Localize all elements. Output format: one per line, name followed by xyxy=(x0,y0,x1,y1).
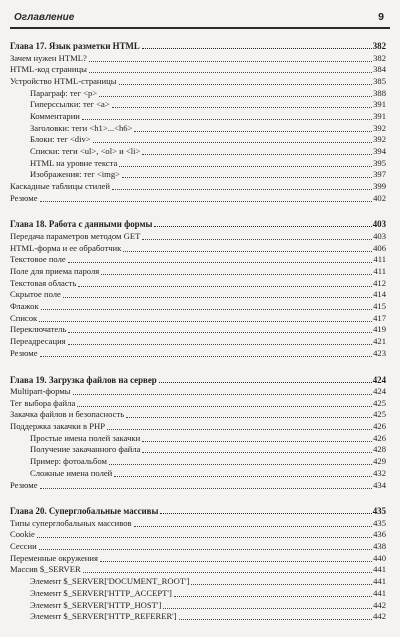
toc-entry xyxy=(10,313,386,325)
dot-leader xyxy=(142,433,372,442)
toc-entry xyxy=(10,324,386,336)
toc-entry-title: Сессии xyxy=(10,541,37,552)
chapter-block xyxy=(10,40,386,204)
toc-entry xyxy=(10,181,386,193)
toc-entry xyxy=(10,64,386,76)
toc-entry-page: 435 xyxy=(373,517,386,528)
chapter-heading-title: Глава 18. Работа с данными формы xyxy=(10,219,153,230)
dot-leader xyxy=(93,134,372,143)
toc-entry-page: 385 xyxy=(373,75,386,86)
toc-subentry xyxy=(10,146,386,158)
toc-subentry xyxy=(10,99,386,111)
page-number: 9 xyxy=(378,11,384,23)
toc-subentry-title: Гиперссылки: тег <a> xyxy=(30,99,110,110)
toc-entry xyxy=(10,398,386,410)
toc-entry xyxy=(10,553,386,565)
toc-entry-page: 412 xyxy=(373,277,386,288)
dot-leader xyxy=(126,409,372,418)
dot-leader xyxy=(63,289,372,298)
toc-entry-title: Переменные окружения xyxy=(10,552,98,563)
dot-leader xyxy=(142,146,372,155)
toc-entry xyxy=(10,480,386,492)
toc-subentry-page: 391 xyxy=(373,99,386,110)
toc-subentry-page: 429 xyxy=(373,456,386,467)
running-title: Оглавление xyxy=(14,12,75,23)
toc-entry-title: Типы суперглобальных массивов xyxy=(10,517,132,528)
toc-entry-title: Скрытое поле xyxy=(10,289,61,300)
dot-leader xyxy=(191,576,372,585)
dot-leader xyxy=(68,336,372,345)
page-header xyxy=(10,10,390,30)
toc-subentry-page: 397 xyxy=(373,169,386,180)
toc-entry xyxy=(10,336,386,348)
toc-subentry-page: 426 xyxy=(373,432,386,443)
dot-leader xyxy=(101,266,372,275)
toc-subentry-page: 388 xyxy=(373,87,386,98)
toc-subentry-title: Пример: фотоальбом xyxy=(30,456,107,467)
toc-subentry-title: Изображения: тег <img> xyxy=(30,169,120,180)
dot-leader xyxy=(179,611,373,620)
toc-subentry xyxy=(10,588,386,600)
toc-entry-title: Закачка файлов и безопасность xyxy=(10,409,125,420)
chapter-heading xyxy=(10,40,386,53)
toc-entry xyxy=(10,409,386,421)
toc-subentry xyxy=(10,456,386,468)
toc-entry-page: 423 xyxy=(373,347,386,358)
chapter-block xyxy=(10,218,386,359)
toc-entry-page: 414 xyxy=(373,289,386,300)
dot-leader xyxy=(82,111,372,120)
dot-leader xyxy=(89,64,372,73)
toc-subentry xyxy=(10,169,386,181)
toc-entry xyxy=(10,76,386,88)
toc-subentry xyxy=(10,576,386,588)
toc-entry-page: 382 xyxy=(373,52,386,63)
dot-leader xyxy=(134,123,372,132)
dot-leader xyxy=(160,505,371,514)
dot-leader xyxy=(100,553,372,562)
toc-entry-page: 425 xyxy=(373,409,386,420)
toc-entry-title: Зачем нужен HTML? xyxy=(10,52,87,63)
toc-entry-title: Флажок xyxy=(10,301,39,312)
toc-entry-title: Поддержка закачки в PHP xyxy=(10,421,105,432)
toc-subentry-page: 442 xyxy=(373,611,386,622)
toc-entry-page: 425 xyxy=(373,397,386,408)
toc-subentry-title: Элемент $_SERVER['DOCUMENT_ROOT'] xyxy=(30,576,190,587)
toc-entry-title: HTML-код страницы xyxy=(10,64,87,75)
dot-leader xyxy=(78,278,372,287)
dot-leader xyxy=(39,541,372,550)
toc-subentry-page: 392 xyxy=(373,122,386,133)
toc-subentry-page: 392 xyxy=(373,134,386,145)
toc-subentry-page: 442 xyxy=(373,599,386,610)
toc-subentry-title: Простые имена полей закачки xyxy=(30,432,141,443)
toc-subentry-page: 391 xyxy=(373,110,386,121)
toc-entry-title: Передача параметров методом GET xyxy=(10,230,141,241)
toc-entry-page: 436 xyxy=(373,529,386,540)
dot-leader xyxy=(142,231,372,240)
toc-entry-title: HTML-форма и ее обработчик xyxy=(10,242,122,253)
toc-subentry-page: 432 xyxy=(373,467,386,478)
dot-leader xyxy=(68,254,373,263)
chapter-heading-page: 435 xyxy=(372,506,386,517)
toc-subentry-page: 428 xyxy=(373,444,386,455)
toc-entry xyxy=(10,254,386,266)
toc-entry xyxy=(10,564,386,576)
toc-entry-title: Список xyxy=(10,312,38,323)
dot-leader xyxy=(40,193,373,202)
dot-leader xyxy=(68,324,372,333)
toc-subentry xyxy=(10,88,386,100)
dot-leader xyxy=(123,243,372,252)
toc-subentry-title: Параграф: тег <p> xyxy=(30,87,98,98)
toc-subentry-page: 394 xyxy=(373,146,386,156)
toc-entry-page: 421 xyxy=(373,336,386,347)
toc-entry xyxy=(10,266,386,278)
header-rule xyxy=(10,27,390,29)
toc-subentry-title: Сложные имена полей xyxy=(30,467,113,478)
dot-leader xyxy=(99,88,372,97)
toc-entry xyxy=(10,301,386,313)
toc-entry xyxy=(10,529,386,541)
toc-entry xyxy=(10,231,386,243)
dot-leader xyxy=(41,301,372,310)
toc-entry-title: Переключатель xyxy=(10,324,67,335)
toc-entry-page: 411 xyxy=(373,266,386,276)
chapter-heading-page: 403 xyxy=(372,219,386,230)
toc-entry-page: 415 xyxy=(373,301,386,312)
dot-leader xyxy=(83,564,372,573)
toc-entry-page: 417 xyxy=(373,312,386,323)
dot-leader xyxy=(114,468,372,477)
toc-subentry xyxy=(10,134,386,146)
toc-subentry xyxy=(10,600,386,612)
toc-subentry xyxy=(10,158,386,170)
toc-entry-title: Cookie xyxy=(10,529,35,540)
dot-leader xyxy=(39,313,372,322)
toc-subentry-title: Заголовки: теги <h1>...<h6> xyxy=(30,122,133,133)
toc-entry xyxy=(10,53,386,65)
toc-entry-page: 402 xyxy=(373,192,386,203)
toc-subentry-title: HTML на уровне текста xyxy=(30,157,118,168)
toc-entry-page: 441 xyxy=(373,564,386,575)
toc-subentry-page: 395 xyxy=(373,157,386,168)
toc-subentry xyxy=(10,123,386,135)
chapter-heading-title: Глава 20. Суперглобальные массивы xyxy=(10,506,159,517)
toc-entry-page: 438 xyxy=(373,541,386,552)
toc-entry-title: Резюме xyxy=(10,479,38,490)
toc-subentry-title: Элемент $_SERVER['HTTP_HOST'] xyxy=(30,599,162,610)
dot-leader xyxy=(109,456,372,465)
dot-leader xyxy=(159,374,372,383)
toc-subentry-title: Списки: теги <ul>, <ol> и <li> xyxy=(30,146,141,156)
dot-leader xyxy=(119,158,372,167)
toc-entry-title: Массив $_SERVER xyxy=(10,564,81,575)
toc-entry-page: 384 xyxy=(373,64,386,75)
chapter-heading xyxy=(10,218,386,231)
toc-entry-page: 411 xyxy=(373,254,386,265)
chapter-heading-page: 424 xyxy=(372,374,386,385)
dot-leader xyxy=(37,529,372,538)
toc-entry-title: Устройство HTML-страницы xyxy=(10,75,117,86)
dot-leader xyxy=(73,386,373,395)
chapter-heading xyxy=(10,374,386,387)
dot-leader xyxy=(154,218,371,227)
toc-entry-page: 426 xyxy=(373,421,386,432)
dot-leader xyxy=(174,588,372,597)
dot-leader xyxy=(40,348,373,357)
toc-entry-page: 399 xyxy=(373,181,386,192)
dot-leader xyxy=(142,40,372,49)
toc-subentry-title: Элемент $_SERVER['HTTP_REFERER'] xyxy=(30,611,177,622)
toc-entry-title: Поле для приема пароля xyxy=(10,266,100,276)
chapter-heading-title: Глава 17. Язык разметки HTML xyxy=(10,41,140,51)
toc-subentry xyxy=(10,111,386,123)
toc-entry xyxy=(10,348,386,360)
toc-entry-title: Текстовое поле xyxy=(10,254,66,265)
dot-leader xyxy=(142,444,372,453)
dot-leader xyxy=(107,421,372,430)
toc-entry xyxy=(10,289,386,301)
dot-leader xyxy=(77,398,372,407)
dot-leader xyxy=(112,181,372,190)
toc-entry-page: 419 xyxy=(373,324,386,335)
toc-subentry xyxy=(10,468,386,480)
toc-entry xyxy=(10,386,386,398)
dot-leader xyxy=(163,600,372,609)
toc-entry-title: Переадресация xyxy=(10,336,66,347)
toc-entry-page: 403 xyxy=(373,230,386,241)
toc-entry-title: Текстовая область xyxy=(10,277,77,288)
table-of-contents xyxy=(10,40,386,637)
toc-entry-page: 424 xyxy=(373,386,386,396)
toc-subentry-title: Блоки: тег <div> xyxy=(30,134,91,145)
toc-subentry xyxy=(10,611,386,623)
chapter-block xyxy=(10,374,386,492)
toc-entry xyxy=(10,421,386,433)
toc-subentry-title: Элемент $_SERVER['HTTP_ACCEPT'] xyxy=(30,587,172,598)
toc-subentry-title: Комментарии xyxy=(30,110,80,121)
toc-subentry-page: 441 xyxy=(373,587,386,598)
chapter-heading-title: Глава 19. Загрузка файлов на сервер xyxy=(10,374,157,385)
dot-leader xyxy=(119,76,373,85)
chapter-block xyxy=(10,505,386,623)
toc-subentry xyxy=(10,433,386,445)
toc-subentry-title: Получение закачанного файла xyxy=(30,444,141,455)
toc-entry-page: 406 xyxy=(373,242,386,253)
toc-entry-page: 434 xyxy=(373,479,386,490)
dot-leader xyxy=(122,169,372,178)
toc-entry-title: Резюме xyxy=(10,347,38,358)
toc-subentry-page: 441 xyxy=(373,576,386,587)
chapter-heading-page: 382 xyxy=(372,41,386,51)
toc-subentry xyxy=(10,444,386,456)
toc-entry xyxy=(10,278,386,290)
toc-entry xyxy=(10,193,386,205)
toc-entry-title: Multipart-формы xyxy=(10,386,71,396)
toc-entry-title: Тег выбора файла xyxy=(10,397,76,408)
toc-entry xyxy=(10,243,386,255)
toc-entry-page: 440 xyxy=(373,552,386,563)
toc-entry xyxy=(10,518,386,530)
toc-entry xyxy=(10,541,386,553)
dot-leader xyxy=(40,480,373,489)
chapter-heading xyxy=(10,505,386,518)
dot-leader xyxy=(89,53,372,62)
toc-entry-title: Резюме xyxy=(10,192,38,203)
dot-leader xyxy=(134,518,373,527)
toc-entry-title: Каскадные таблицы стилей xyxy=(10,181,110,192)
dot-leader xyxy=(112,99,372,108)
